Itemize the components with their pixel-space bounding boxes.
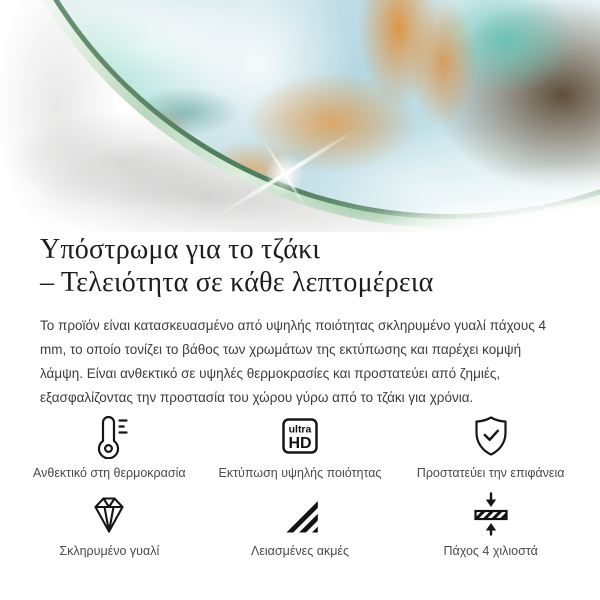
feature-label: Προστατεύει την επιφάνεια	[416, 465, 565, 480]
feature-label: Πάχος 4 χιλιοστά	[443, 543, 538, 558]
feature-label: Λειασμένες ακμές	[250, 543, 349, 558]
title-line-1: Υπόστρωμα για το τζάκι	[40, 234, 321, 265]
polished-edges-icon	[277, 491, 323, 537]
feature-polished-edges	[205, 491, 396, 559]
feature-surface-protection	[395, 413, 586, 481]
feature-label: Ανθεκτικό στη θερμοκρασία	[33, 465, 186, 480]
thickness-icon	[468, 491, 514, 537]
title-line-2: – Τελειότητα σε κάθε λεπτομέρεια	[40, 266, 434, 298]
feature-label: Σκληρυμένο γυαλί	[59, 543, 160, 558]
feature-label: Εκτύπωση υψηλής ποιότητας	[218, 465, 382, 480]
product-photo	[0, 0, 600, 232]
ultra-hd-icon	[277, 413, 323, 459]
ultra-hd-badge-bottom: HD	[288, 434, 312, 452]
features-grid	[0, 413, 600, 559]
shield-check-icon	[468, 413, 514, 459]
ultra-hd-badge-top: ultra	[288, 423, 312, 436]
feature-temperature	[14, 413, 205, 481]
diamond-icon	[86, 491, 132, 537]
thermometer-icon	[86, 413, 132, 459]
feature-thickness	[395, 491, 586, 559]
page-title	[40, 234, 560, 300]
product-description-section	[0, 234, 600, 411]
feature-print-quality	[205, 413, 396, 481]
intro-paragraph: Το προϊόν είναι κατασκευασμένο από υψηλής ποιότητας σκληρυμένο γυαλί πάχους 4 mm, το οποίο τονίζει το βάθος των χρωμάτων της εκτύπωσης και παρέχει κομψή λάμψη. Είναι ανθεκτικό σε υψηλές θερμοκρασίες και προστατεύει από ζημιές, εξασφαλίζοντας την προστασία του χώρου γύρω από το τζάκι για χρόνια.	[40, 317, 546, 406]
feature-tempered-glass	[14, 491, 205, 559]
